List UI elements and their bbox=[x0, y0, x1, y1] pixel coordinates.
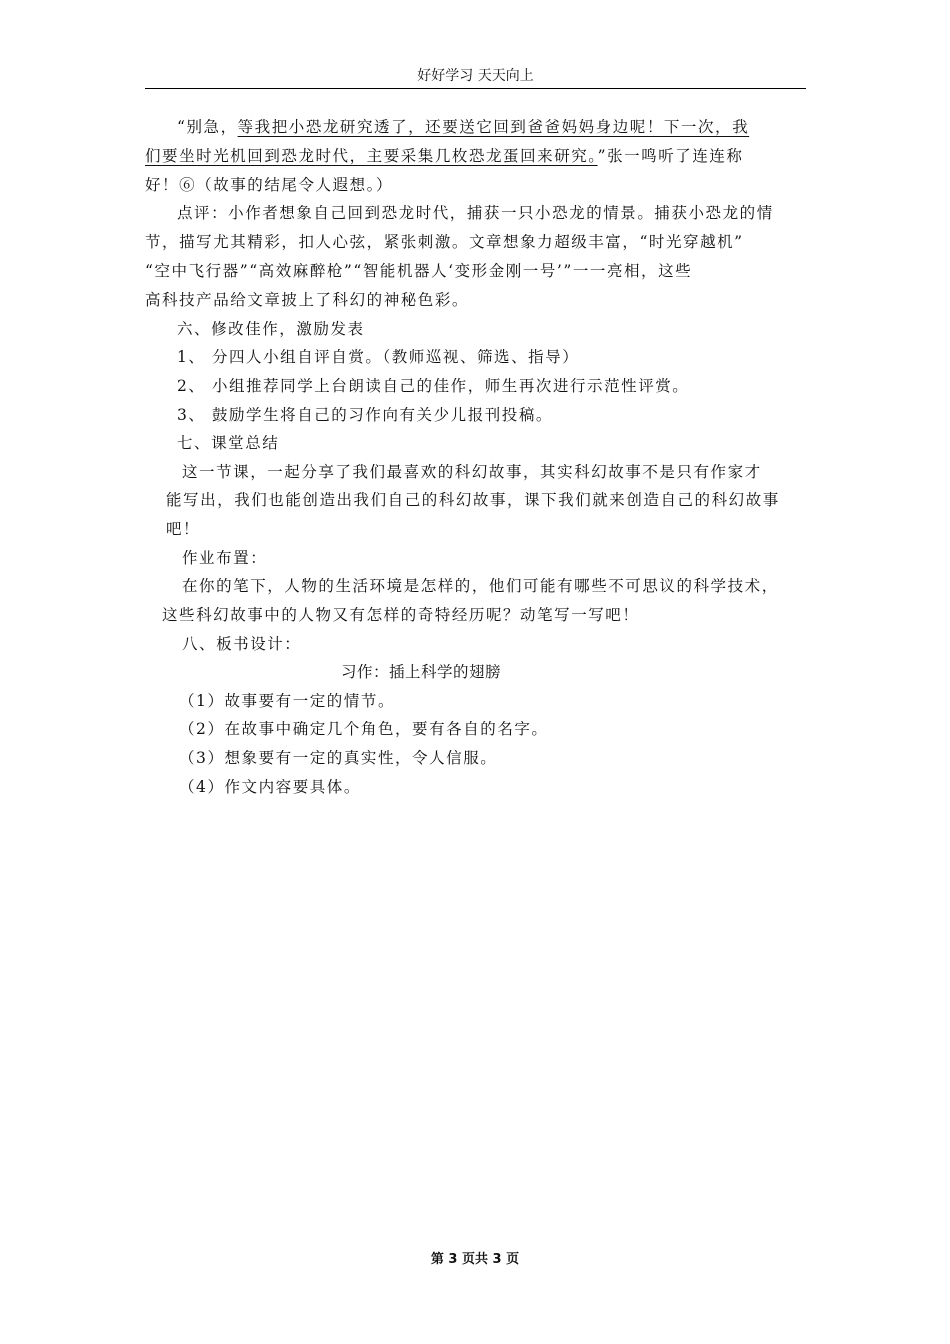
board-title: 习作：插上科学的翅膀 bbox=[341, 663, 502, 681]
section-6-item-3: 3、 鼓励学生将自己的习作向有关少儿报刊投稿。 bbox=[177, 406, 553, 424]
story-underlined-1: 等我把小恐龙研究透了，还要送它回到爸爸妈妈身边呢！下一次，我 bbox=[237, 118, 750, 136]
story-line-3: 好！⑥（故事的结尾令人遐想。） bbox=[145, 176, 394, 194]
section-6-item-1: 1、 分四人小组自评自赏。（教师巡视、筛选、指导） bbox=[177, 348, 580, 366]
section-6-item-2: 2、 小组推荐同学上台朗读自己的佳作，师生再次进行示范性评赏。 bbox=[177, 377, 690, 395]
story-line-1 bbox=[177, 116, 749, 138]
homework-heading: 作业布置： bbox=[182, 549, 268, 567]
section-6-heading: 六、修改佳作，激励发表 bbox=[177, 320, 365, 338]
summary-line-1: 这一节课，一起分享了我们最喜欢的科幻故事，其实科幻故事不是只有作家才 bbox=[182, 463, 762, 481]
page-header: 好好学习 天天向上 bbox=[417, 68, 534, 84]
comment-line-3: “空中飞行器”“高效麻醉枪”“智能机器人‘变形金刚一号’”一一亮相，这些 bbox=[145, 262, 693, 280]
header-divider bbox=[145, 88, 806, 89]
comment-line-1: 点评：小作者想象自己回到恐龙时代，捕获一只小恐龙的情景。捕获小恐龙的情 bbox=[177, 204, 774, 222]
section-7-heading: 七、课堂总结 bbox=[177, 434, 280, 452]
summary-line-2: 能写出，我们也能创造出我们自己的科幻故事，课下我们就来创造自己的科幻故事 bbox=[166, 491, 780, 509]
summary-line-3: 吧！ bbox=[166, 520, 201, 538]
board-point-3: （3）想象要有一定的真实性，令人信服。 bbox=[179, 749, 498, 767]
board-point-2: （2）在故事中确定几个角色，要有各自的名字。 bbox=[179, 720, 549, 738]
page-number: 第 3 页共 3 页 bbox=[430, 1252, 520, 1267]
board-point-1: （1）故事要有一定的情节。 bbox=[179, 692, 396, 710]
comment-line-4: 高科技产品给文章披上了科幻的神秘色彩。 bbox=[145, 291, 469, 309]
comment-line-2: 节，描写尤其精彩，扣人心弦，紧张刺激。文章想象力超级丰富，“时光穿越机” bbox=[145, 233, 744, 251]
homework-line-2: 这些科幻故事中的人物又有怎样的奇特经历呢？动笔写一写吧！ bbox=[162, 606, 640, 624]
homework-line-1: 在你的笔下，人物的生活环境是怎样的，他们可能有哪些不可思议的科学技术， bbox=[182, 577, 779, 595]
story-line-2 bbox=[145, 145, 743, 167]
story-line-2-rest: ”张一鸣听了连连称 bbox=[597, 147, 744, 165]
board-point-4: （4）作文内容要具体。 bbox=[179, 778, 361, 796]
story-underlined-2: 们要坐时光机回到恐龙时代，主要采集几枚恐龙蛋回来研究。 bbox=[145, 147, 598, 165]
story-quote-open: “别急， bbox=[177, 118, 238, 136]
section-8-heading: 八、板书设计： bbox=[182, 635, 302, 653]
